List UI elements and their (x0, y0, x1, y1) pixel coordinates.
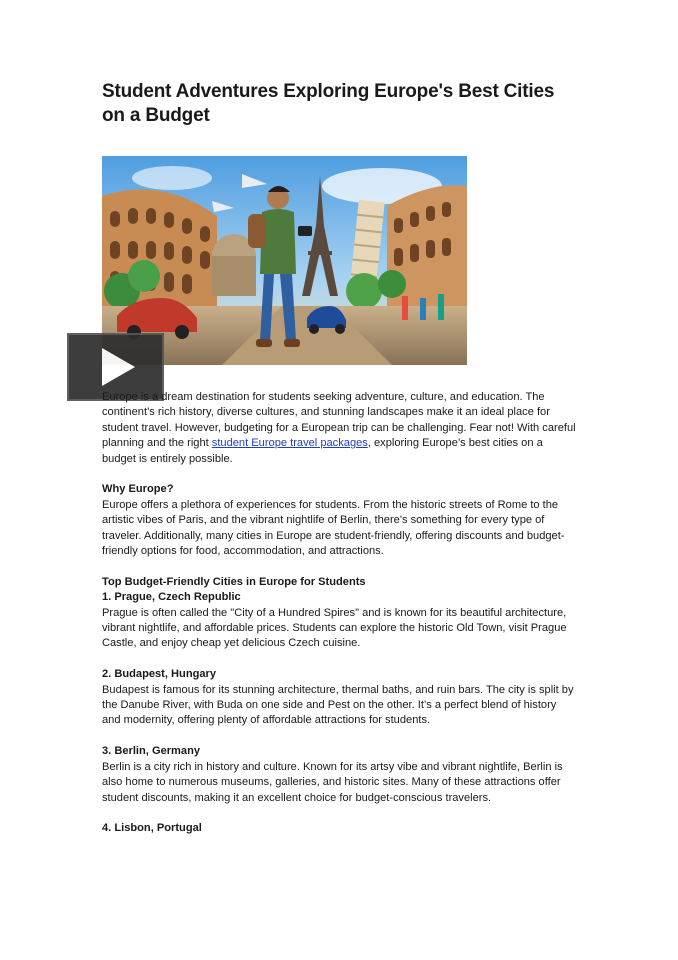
top-cities-heading: Top Budget-Friendly Cities in Europe for Students (102, 575, 366, 588)
city-heading-budapest: 2. Budapest, Hungary (102, 668, 217, 681)
city-text-berlin: Berlin is a city rich in history and culture. Known for its artsy vibe and vibrant nightlife, Berlin is also home to numerous museums, galleries, and historic sites. Many of these attractions offer student discounts, making it an excellent choice for budget-conscious travelers. (102, 760, 563, 804)
city-text-prague: Prague is often called the "City of a Hundred Spires" and is known for its beautiful architecture, vibrant nightlife, and affordable prices. Students can explore the historic Old Town, visit Prague Castle, and enjoy cheap yet delicious Czech cuisine. (102, 606, 567, 650)
intro-text-start: Europe is a dream destination for students seeking adventure, culture, and education. The continent’s rich history, diverse cultures, and stunning landscapes make it an ideal place for student travel. However, budgeting for a European trip can be challenging. Fear not! With careful planning and the right (102, 391, 576, 450)
intro-text-end: , exploring Europe’s best cities on a budget is entirely possible. (102, 437, 543, 465)
intro-paragraph (102, 390, 577, 467)
city-heading-prague: 1. Prague, Czech Republic (102, 591, 241, 604)
document-header (102, 80, 577, 128)
article-body (102, 390, 577, 837)
why-europe-heading: Why Europe? (102, 483, 174, 496)
page-title: Student Adventures Exploring Europe's Best Cities on a Budget (102, 81, 555, 126)
travel-packages-link[interactable]: student Europe travel packages (211, 437, 368, 450)
city-text-budapest: Budapest is famous for its stunning architecture, thermal baths, and ruin bars. The city is split by the Danube River, with Buda on one side and Pest on the other. It’s a perfect blend of history and modernity, offering plenty of affordable attractions for students. (102, 683, 574, 727)
city-heading-berlin: 3. Berlin, Germany (102, 745, 201, 758)
why-europe-text: Europe offers a plethora of experiences for students. From the historic streets of Rome to the artistic vibes of Paris, and the vibrant nightlife of Berlin, there's something for every type of traveler. Additionally, many cities in Europe are student-friendly, offering discounts and budget-friendly options for food, accommodation, and attractions. (102, 498, 565, 558)
city-heading-lisbon: 4. Lisbon, Portugal (102, 822, 202, 835)
